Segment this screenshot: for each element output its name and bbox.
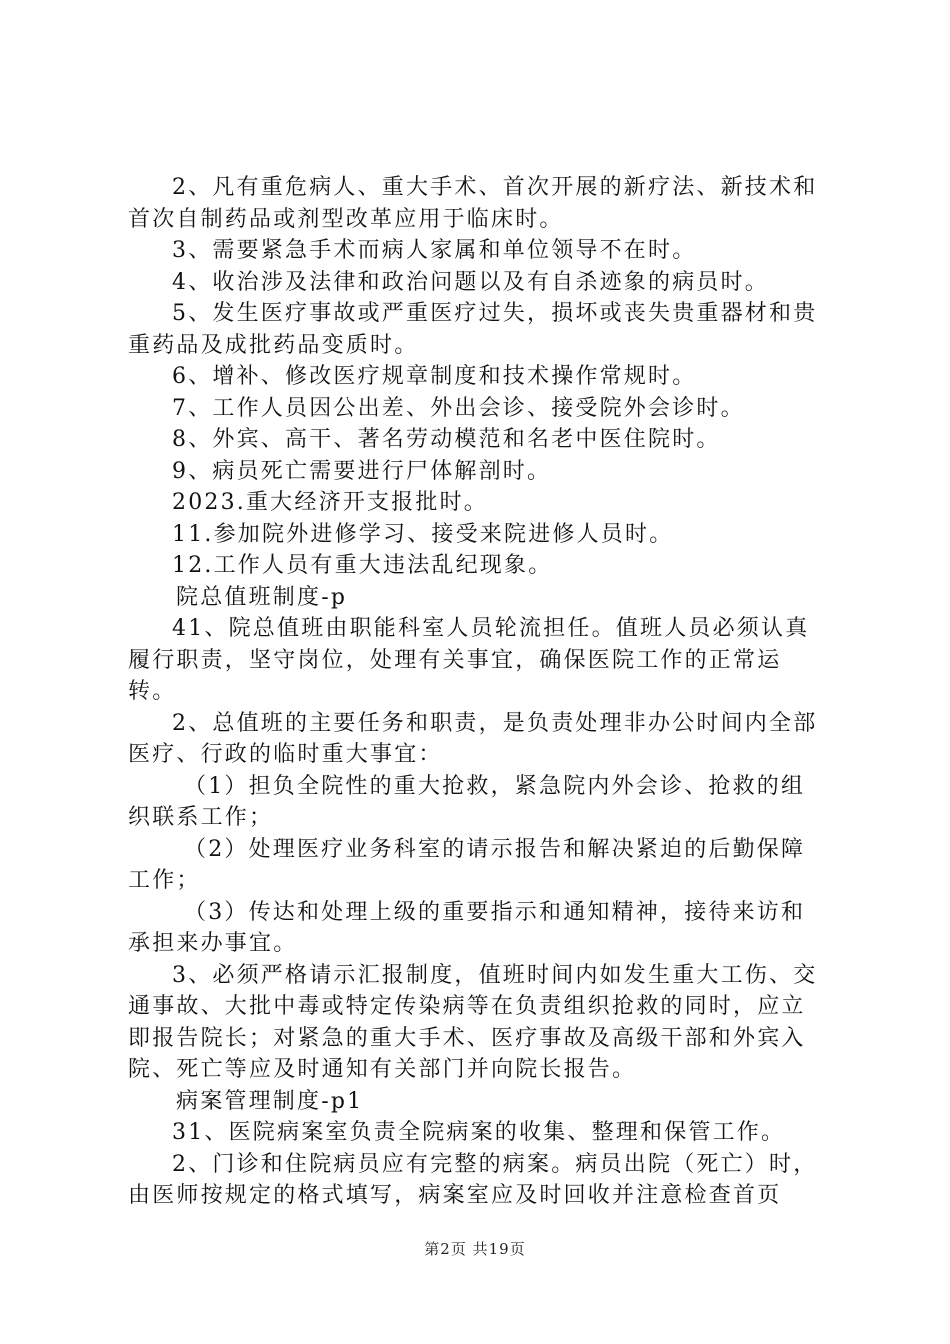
- paragraph-records-1: 31、医院病案室负责全院病案的收集、整理和保管工作。: [172, 1120, 786, 1145]
- paragraph-item-2: 2、凡有重危病人、重大手术、首次开展的新疗法、新技术和首次自制药品或剂型改革应用于临床时。: [128, 175, 818, 232]
- paragraph-item-6: 6、增补、修改医疗规章制度和技术操作常规时。: [172, 364, 697, 389]
- paragraph-item-9: 9、病员死亡需要进行尸体解剖时。: [172, 458, 552, 484]
- paragraph-duty-3: 3、必须严格请示汇报制度，值班时间内如发生重大工伤、交通事故、大批中毒或特定传染病等在负责组织抢救的同时，应立即报告院长；对紧急的重大手术、医疗事故及高级干部和外宾入院、死亡等应及时通知有关部门并向院长报告。: [128, 962, 818, 1082]
- paragraph-item-12: 12.工作人员有重大违法乱纪现象。: [172, 553, 553, 578]
- paragraph-item-4: 4、收治涉及法律和政治问题以及有自杀迹象的病员时。: [172, 269, 769, 295]
- page-number-footer: 第2页 共19页: [424, 1240, 526, 1258]
- paragraph-duty-sub-2: （2）处理医疗业务科室的请示报告和解决紧迫的后勤保障工作；: [128, 836, 806, 893]
- paragraph-records-2: 2、门诊和住院病员应有完整的病案。病员出院（死亡）时，由医师按规定的格式填写，病案室应及时回收并注意检查首页: [128, 1151, 818, 1208]
- paragraph-duty-1: 41、院总值班由职能科室人员轮流担任。值班人员必须认真履行职责，坚守岗位，处理有关事宜，确保医院工作的正常运转。: [128, 616, 810, 704]
- paragraph-item-11: 11.参加院外进修学习、接受来院进修人员时。: [172, 521, 674, 547]
- paragraph-item-5: 5、发生医疗事故或严重医疗过失，损坏或丧失贵重器材和贵重药品及成批药品变质时。: [128, 301, 818, 358]
- paragraph-item-8: 8、外宾、高干、著名劳动模范和名老中医住院时。: [172, 427, 721, 452]
- paragraph-duty-sub-3: （3）传达和处理上级的重要指示和通知精神，接待来访和承担来办事宜。: [128, 899, 806, 956]
- paragraph-duty-sub-1: （1）担负全院性的重大抢救，紧急院内外会诊、抢救的组织联系工作；: [128, 773, 806, 830]
- paragraph-item-3: 3、需要紧急手术而病人家属和单位领导不在时。: [172, 238, 697, 263]
- paragraph-item-10: 2023.重大经济开支报批时。: [172, 490, 488, 515]
- document-body: [128, 172, 828, 1212]
- section-heading-night-duty: 院总值班制度-p: [176, 584, 348, 610]
- paragraph-duty-2: 2、总值班的主要任务和职责，是负责处理非办公时间内全部医疗、行政的临时重大事宜：: [128, 710, 818, 767]
- section-heading-medical-records: 病案管理制度-p1: [176, 1088, 364, 1114]
- paragraph-item-7: 7、工作人员因公出差、外出会诊、接受院外会诊时。: [172, 395, 745, 421]
